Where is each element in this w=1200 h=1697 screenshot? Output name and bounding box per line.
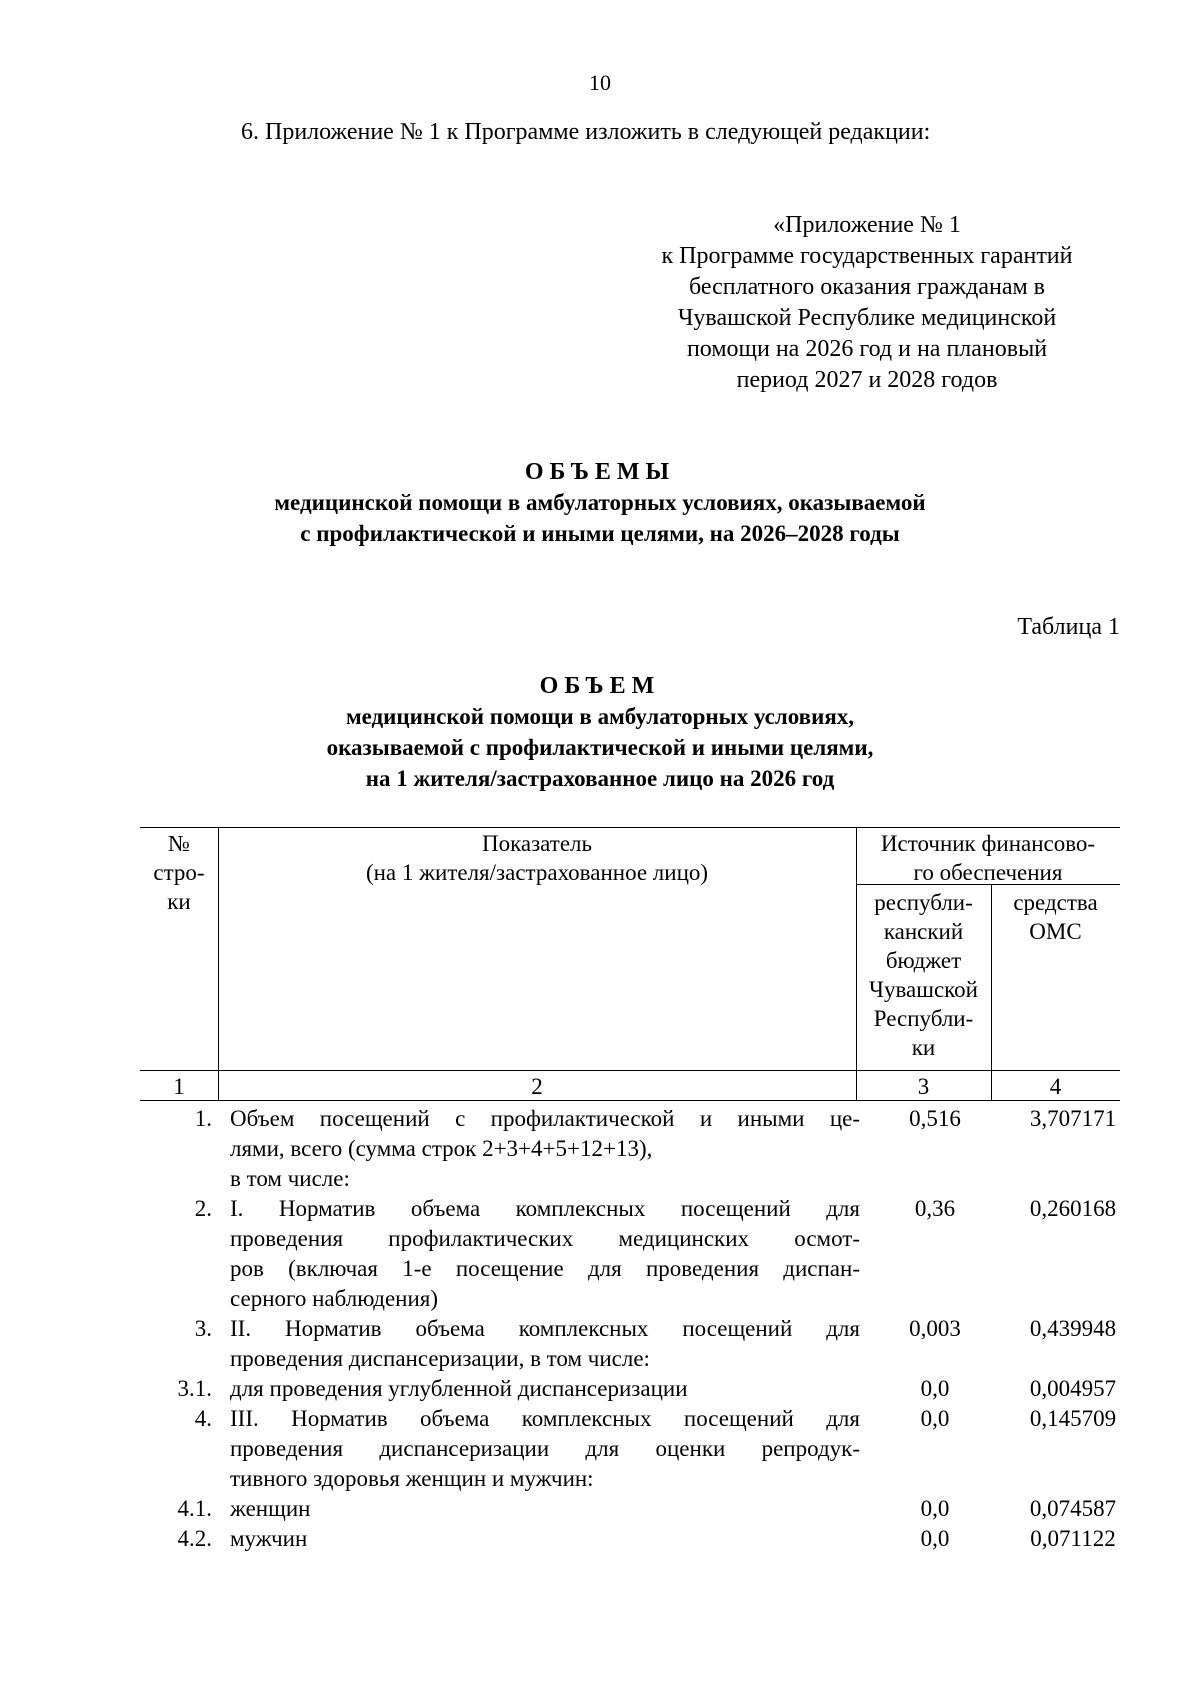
subtitle-line: медицинской помощи в амбулаторных условиях, оказываемой <box>274 490 926 515</box>
appendix-line: к Программе государственных гарантий <box>661 243 1073 269</box>
row-number: 3. <box>194 1316 212 1341</box>
appendix-line: помощи на 2026 год и на плановый <box>686 336 1048 362</box>
table-top-border <box>140 827 1120 828</box>
appendix-line: «Приложение № 1 <box>773 212 961 238</box>
row-oms-value: 3,707171 <box>1029 1106 1117 1131</box>
row-number: 4. <box>194 1406 212 1431</box>
row-budget-value: 0,0 <box>920 1496 950 1521</box>
row-label: Объем посещений с профилактической и иными це- лями, всего (сумма строк 2+3+4+5+12+13), в том числе: <box>230 1106 860 1191</box>
page-number: 10 <box>589 70 611 95</box>
row-number: 1. <box>194 1106 212 1131</box>
row-oms-value: 0,004957 <box>1029 1376 1117 1401</box>
table-subtitle-line: медицинской помощи в амбулаторных условиях, <box>345 704 855 729</box>
row-label: II. Норматив объема комплексных посещений для проведения диспансеризации, в том числе: <box>230 1316 860 1371</box>
table-label: Таблица 1 <box>1017 614 1120 640</box>
header-indicator: Показатель (на 1 жителя/застрахованное лицо) <box>365 831 709 885</box>
row-label: мужчин <box>230 1526 308 1551</box>
row-budget-value: 0,516 <box>909 1106 961 1131</box>
row-budget-value: 0,003 <box>909 1316 961 1341</box>
main-title: ОБЪЕМЫ <box>524 459 676 485</box>
row-number: 4.2. <box>177 1526 212 1551</box>
row-oms-value: 0,145709 <box>1029 1406 1117 1431</box>
table-subtitle-line: на 1 жителя/застрахованное лицо на 2026 год <box>365 766 835 791</box>
intro-paragraph: 6. Приложение № 1 к Программе изложить в следующей редакции: <box>241 119 931 145</box>
row-budget-value: 0,0 <box>920 1376 950 1401</box>
row-label: для проведения углубленной диспансеризации <box>230 1376 688 1401</box>
column-number-2: 2 <box>531 1074 543 1099</box>
column-number-4: 4 <box>1049 1074 1062 1099</box>
row-oms-value: 0,260168 <box>1029 1196 1117 1221</box>
row-label: женщин <box>230 1496 311 1521</box>
row-budget-value: 0,0 <box>920 1526 950 1551</box>
row-label: III. Норматив объема комплексных посещений для проведения диспансеризации для оценки репродук- тивного здоровья женщин и мужчин: <box>230 1406 860 1491</box>
row-oms-value: 0,071122 <box>1030 1526 1116 1551</box>
column-number-1: 1 <box>173 1074 185 1099</box>
header-row-number: № стро- ки <box>153 831 205 914</box>
row-number: 2. <box>194 1196 212 1221</box>
row-budget-value: 0,0 <box>920 1406 950 1431</box>
appendix-line: период 2027 и 2028 годов <box>736 367 998 393</box>
appendix-line: бесплатного оказания гражданам в <box>689 274 1045 300</box>
table-subtitle-line: оказываемой с профилактической и иными целями, <box>326 735 874 760</box>
main-subtitle <box>0 487 1200 549</box>
table-subtitle <box>0 701 1200 794</box>
row-budget-value: 0,36 <box>914 1196 956 1221</box>
header-bottom-border <box>140 1070 1120 1071</box>
appendix-line: Чувашской Республике медицинской <box>677 305 1057 331</box>
row-oms-value: 0,439948 <box>1029 1316 1117 1341</box>
row-label: I. Норматив объема комплексных посещений для проведения профилактических медицинских осмот- ров (включая 1-е посещение для проведения диспан- серного наблюдения) <box>230 1196 860 1311</box>
header-oms: средства ОМС <box>1013 890 1098 944</box>
subtitle-line: с профилактической и иными целями, на 2026–2028 годы <box>300 521 900 546</box>
table-title: ОБЪЕМ <box>539 673 661 699</box>
column-number-3: 3 <box>917 1074 930 1099</box>
appendix-heading <box>627 210 1107 396</box>
row-number: 3.1. <box>177 1376 212 1401</box>
header-funding-source: Источник финансово- го обеспечения <box>880 831 1096 885</box>
row-number: 4.1. <box>177 1496 212 1521</box>
header-republican-budget: республи- канский бюджет Чувашской Республи- ки <box>869 890 978 1060</box>
row-oms-value: 0,074587 <box>1029 1496 1117 1521</box>
